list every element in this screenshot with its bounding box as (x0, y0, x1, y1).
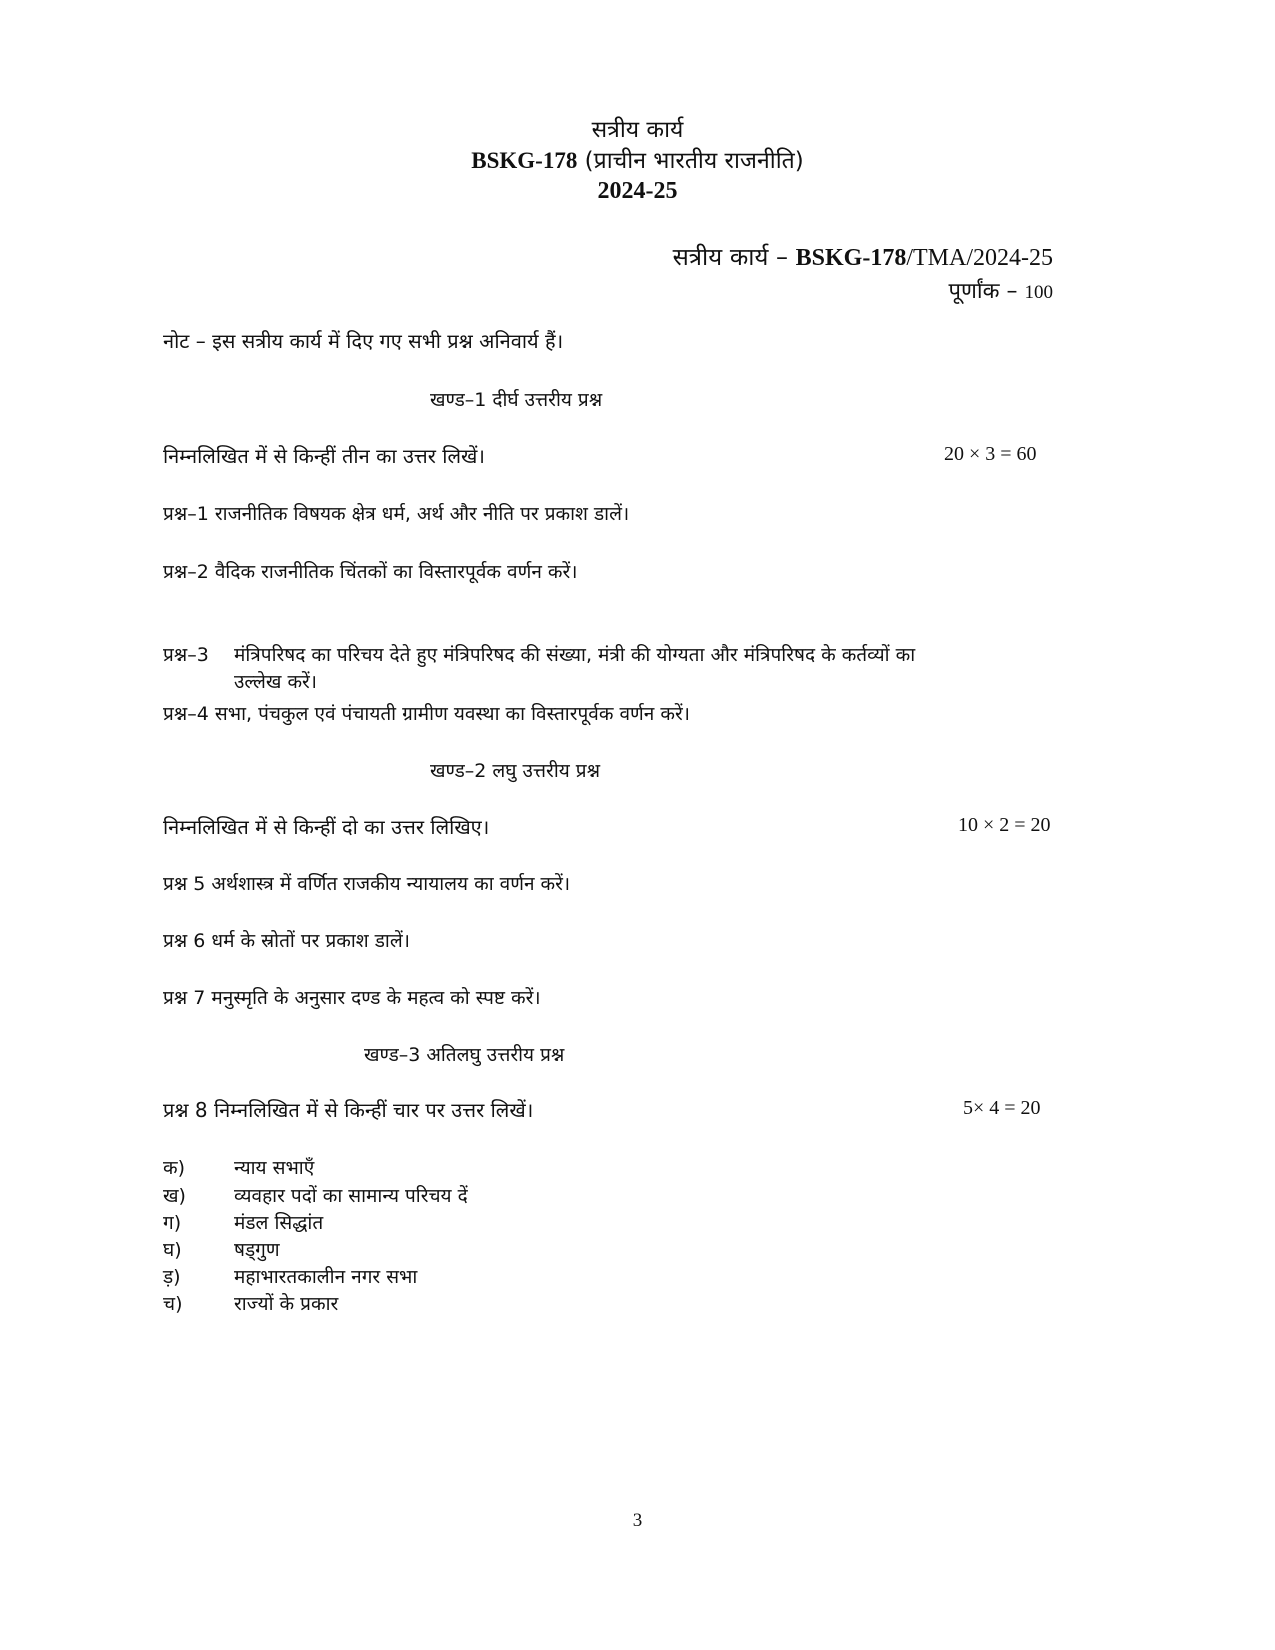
question-6: प्रश्न 6 धर्म के स्रोतों पर प्रकाश डालें। (163, 930, 410, 952)
option-key: च) (163, 1293, 183, 1315)
course-code: BSKG-178 (471, 148, 578, 173)
list-item (163, 1209, 323, 1235)
max-marks-value: 100 (1024, 282, 1053, 303)
option-key: ख) (163, 1185, 186, 1207)
question-3 (163, 642, 1053, 696)
header-line1: सत्रीय कार्य (591, 117, 684, 143)
option-text: मंडल सिद्धांत (234, 1212, 324, 1234)
option-text: न्याय सभाएँ (234, 1157, 315, 1179)
list-item (163, 1263, 417, 1289)
note: नोट – इस सत्रीय कार्य में दिए गए सभी प्रश्न अनिवार्य हैं। (163, 329, 564, 353)
option-text: राज्यों के प्रकार (234, 1293, 339, 1315)
section2-instruction: निम्नलिखित में से किन्हीं दो का उत्तर लिखिए। (163, 815, 490, 839)
question-3-line1: मंत्रिपरिषद का परिचय देते हुए मंत्रिपरिषद की संख्या, मंत्री की योग्यता और मंत्रिपरिषद के कर्तव्यों का (234, 644, 916, 666)
option-key: ग) (163, 1212, 182, 1234)
section3-title: खण्ड–3 अतिलघु उत्तरीय प्रश्न (364, 1044, 565, 1066)
assignment-code-rest: /TMA/2024-25 (906, 245, 1053, 271)
assignment-code (673, 240, 1053, 273)
header-title (0, 112, 1275, 144)
max-marks (949, 275, 1053, 305)
assignment-label: सत्रीय कार्य – (672, 243, 796, 271)
list-item (163, 1154, 314, 1180)
page-number: 3 (632, 1510, 643, 1531)
option-text: षड्गुण (234, 1239, 280, 1261)
question-1: प्रश्न–1 राजनीतिक विषयक क्षेत्र धर्म, अर्थ और नीति पर प्रकाश डालें। (163, 503, 630, 525)
section1-instruction: निम्नलिखित में से किन्हीं तीन का उत्तर लिखें। (163, 444, 485, 468)
session-year: 2024-25 (597, 178, 678, 204)
section2-title: खण्ड–2 लघु उत्तरीय प्रश्न (430, 760, 601, 782)
question-3-line2: उल्लेख करें। (234, 671, 318, 693)
course-title (0, 143, 1275, 175)
question-5: प्रश्न 5 अर्थशास्त्र में वर्णित राजकीय न्यायालय का वर्णन करें। (163, 873, 571, 895)
section1-title: खण्ड–1 दीर्घ उत्तरीय प्रश्न (430, 389, 603, 411)
section1-score: 20 × 3 = 60 (944, 443, 1037, 465)
section2-score: 10 × 2 = 20 (958, 814, 1051, 836)
list-item (163, 1182, 468, 1208)
option-key: घ) (163, 1239, 182, 1261)
option-key: क) (163, 1157, 186, 1179)
question-4: प्रश्न–4 सभा, पंचकुल एवं पंचायती ग्रामीण यवस्था का विस्तारपूर्वक वर्णन करें। (163, 703, 690, 725)
question-8: प्रश्न 8 निम्नलिखित में से किन्हीं चार पर उत्तर लिखें। (163, 1098, 534, 1122)
option-text: महाभारतकालीन नगर सभा (234, 1266, 418, 1288)
section3-score: 5× 4 = 20 (963, 1097, 1041, 1119)
course-name: (प्राचीन भारतीय राजनीति) (577, 148, 804, 174)
option-key: ड़) (163, 1266, 181, 1288)
max-marks-label: पूर्णांक – (948, 279, 1025, 304)
question-7: प्रश्न 7 मनुस्मृति के अनुसार दण्ड के महत्व को स्पष्ट करें। (163, 987, 541, 1009)
option-text: व्यवहार पदों का सामान्य परिचय दें (234, 1185, 468, 1207)
question-3-label: प्रश्न–3 (163, 644, 209, 666)
list-item (163, 1290, 338, 1316)
question-2: प्रश्न–2 वैदिक राजनीतिक चिंतकों का विस्तारपूर्वक वर्णन करें। (163, 561, 578, 583)
assignment-code-bold: BSKG-178 (795, 245, 907, 271)
list-item (163, 1236, 280, 1262)
